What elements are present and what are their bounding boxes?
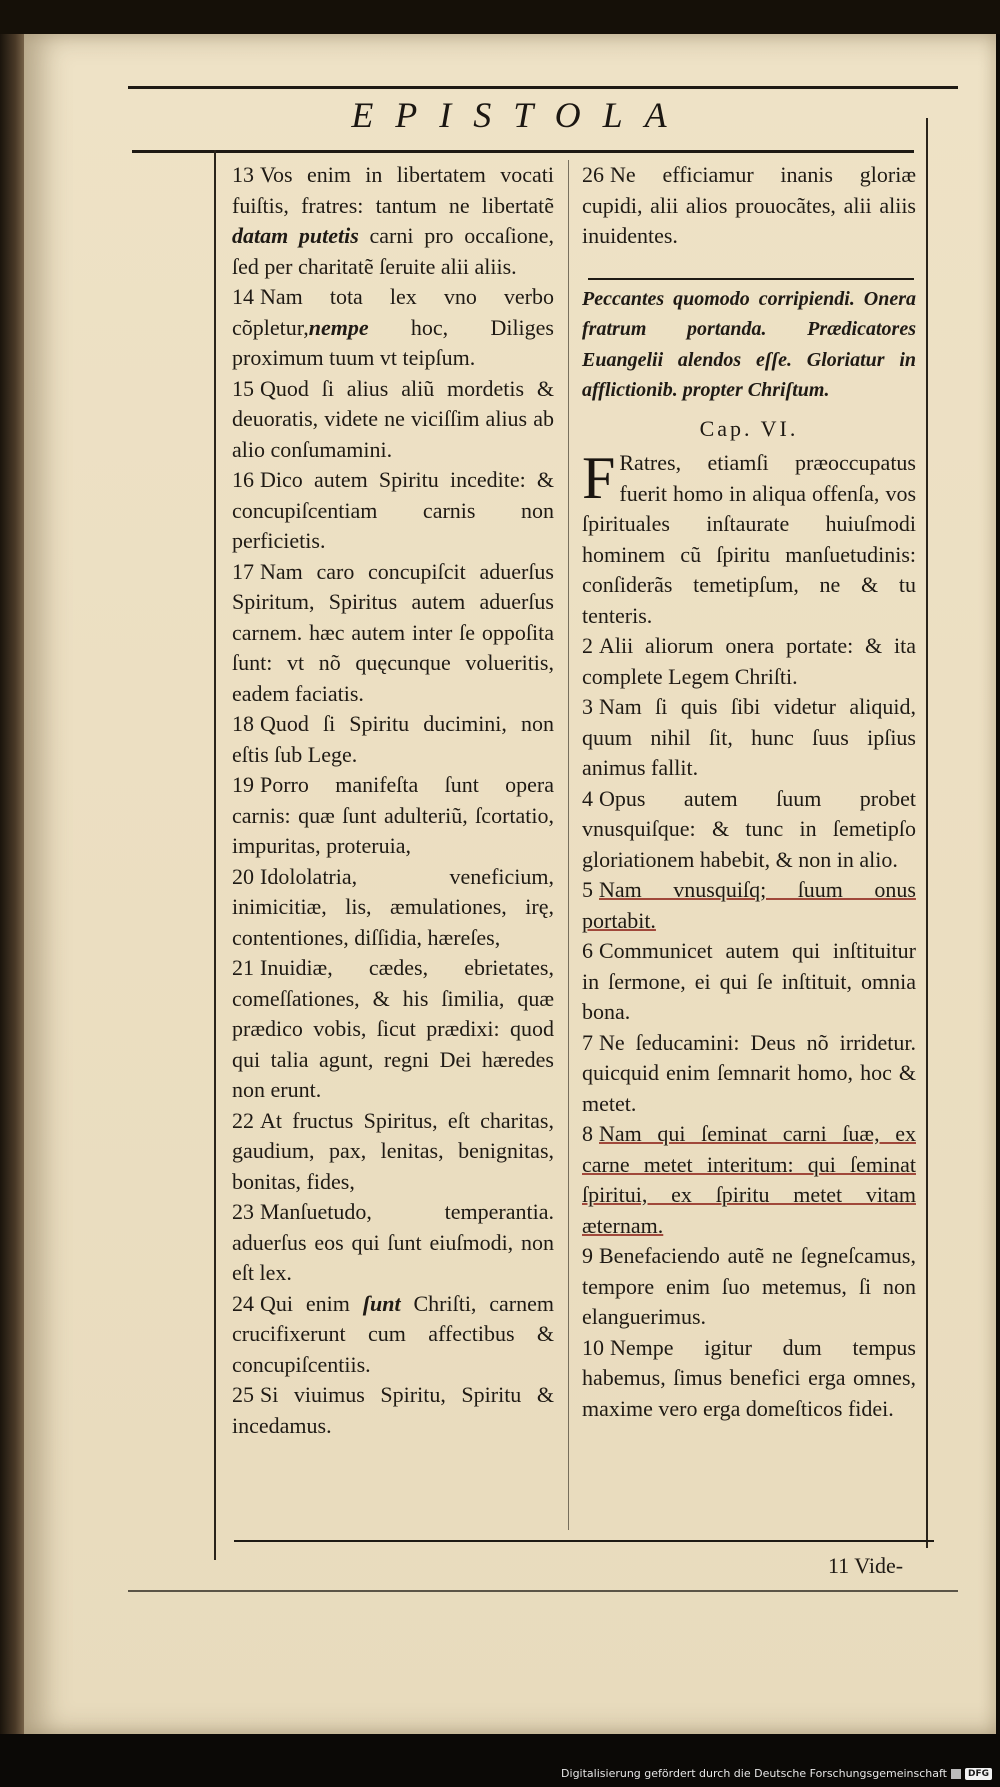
left-frame-rule <box>214 150 216 1560</box>
verse-21: 21 Inuidiæ, cædes, ebrietates, comeſſationes, & his ſimilia, quæ prædico vobis, ſicut prædixi: quod qui talia agunt, regni Dei hæredes non erunt. <box>232 955 554 1102</box>
right-text-column <box>582 160 916 1424</box>
credit-text: Digitalisierung gefördert durch die Deutsche Forschungsgemeinschaft <box>561 1767 947 1780</box>
verse-13: 13 Vos enim in libertatem vocati fuiſtis, fratres: tantum ne libertatẽ datam putetis carni pro occaſione, ſed per charitatẽ ſeruite alii aliis. <box>232 162 555 279</box>
verse-5 <box>582 875 916 936</box>
verse-number: 15 <box>232 375 254 401</box>
verse-15: 15 Quod ſi alius aliũ mordetis & deuoratis, videte ne viciſſim alius ab alio conſumamini. <box>232 375 554 462</box>
verse-number: 25 <box>232 1382 254 1407</box>
verse-number: 7 <box>582 1029 593 1055</box>
verse-number: 23 <box>232 1199 254 1224</box>
header-bottom-rule <box>132 150 914 153</box>
verse-24: 24 Qui enim ſunt Chriſti, carnem crucifixerunt cum affectibus & concupiſcentiis. <box>232 1290 555 1377</box>
underlined-text: Nam qui ſeminat carni ſuæ, ex carne metet interitum: qui ſeminat ſpiritui, ex ſpiritu metet vitam æternam. <box>582 1121 916 1238</box>
catchword: 11 Vide- <box>828 1553 904 1578</box>
verse-14: 14 Nam tota lex vno verbo cõpletur,nempe hoc, Diliges proximum tuum vt teipſum. <box>232 284 554 370</box>
verse-10: 10 Nempe igitur dum tempus habemus, ſimus benefici erga omnes, maxime vero erga domeſticos fidei. <box>582 1334 916 1421</box>
chapter-heading: Cap. VI. <box>699 415 799 441</box>
verse-number: 9 <box>582 1243 593 1268</box>
verse-number: 8 <box>582 1121 593 1146</box>
underlined-text: Nam vnusquiſq; ſuum onus portabit. <box>582 877 916 933</box>
chapter-first-paragraph: F Ratres, etiamſi præoccupatus fuerit homo in aliqua offenſa, vos ſpirituales inſtaurate huiuſmodi hominem cũ ſpiritu manſuetudinis: conſiderãs temetipſum, ne & tu tenteris. <box>582 445 916 628</box>
right-frame-rule <box>926 118 928 1548</box>
verse-25: 25 Si viuimus Spiritu, Spiritu & incedamus. <box>232 1382 554 1438</box>
drop-cap: F <box>582 445 616 511</box>
verse-26: 26 Ne efficiamur inanis gloriæ cupidi, alii alios prouocãtes, alii aliis inuidentes. <box>582 162 916 248</box>
verse-number: 22 <box>232 1107 254 1133</box>
verse-number: 26 <box>582 162 604 187</box>
verse-number: 24 <box>232 1290 254 1316</box>
verse-number: 17 <box>232 558 254 584</box>
left-text-column <box>232 160 554 1441</box>
verse-number: 2 <box>582 633 593 658</box>
page-header-title: EPISTOLA <box>351 95 689 135</box>
bottom-frame-rule <box>234 1540 934 1542</box>
verse-6: 6 Communicet autem qui inſtituitur in ſermone, ei qui ſe inſtituit, omnia bona. <box>582 938 916 1024</box>
verse-number: 5 <box>582 877 593 902</box>
verse-number: 14 <box>232 284 254 309</box>
digitization-credit <box>561 1767 992 1780</box>
verse-2: 2 Alii aliorum onera portate: & ita complete Legem Chriſti. <box>582 633 916 689</box>
top-frame-rule <box>128 86 958 89</box>
verse-17: 17 Nam caro concupiſcit aduerſus Spiritum, Spiritus autem aduerſus carnem. hæc autem inter ſe oppoſita ſunt: vt nõ quęcunque volueritis, eadem faciatis. <box>232 558 554 706</box>
verse-number: 6 <box>582 938 593 963</box>
verse-number: 10 <box>582 1334 604 1360</box>
verse-19: 19 Porro manifeſta ſunt opera carnis: quæ ſunt adulteriũ, ſcortatio, impuritas, proteruia, <box>232 772 554 858</box>
verse-3: 3 Nam ſi quis ſibi videtur aliquid, quum nihil ſit, hunc ſuus ipſius animus fallit. <box>582 694 916 780</box>
verse-8 <box>582 1119 916 1241</box>
verse-number: 13 <box>232 162 254 187</box>
dfg-mark-icon <box>951 1769 961 1779</box>
verse-18: 18 Quod ſi Spiritu ducimini, non eſtis ſub Lege. <box>232 711 554 767</box>
verse-number: 21 <box>232 955 254 980</box>
verse-number: 3 <box>582 694 593 719</box>
verse-22: 22 At fructus Spiritus, eſt charitas, gaudium, pax, lenitas, benignitas, bonitas, fides, <box>232 1107 554 1194</box>
verse-20: 20 Idololatria, veneficium, inimicitiæ, lis, æmulationes, irę, contentiones, diſſidia, hæreſes, <box>232 863 554 950</box>
verse-16: 16 Dico autem Spiritu incedite: & concupiſcentiam carnis non perficietis. <box>232 467 554 553</box>
verse-number: 16 <box>232 467 254 492</box>
verse-number: 18 <box>232 711 254 736</box>
verse-9: 9 Benefaciendo autẽ ne ſegneſcamus, tempore enim ſuo metemus, ſi non elanguerimus. <box>582 1243 916 1329</box>
verse-number: 20 <box>232 863 254 889</box>
scan-top-border <box>0 0 1000 34</box>
verse-7: 7 Ne ſeducamini: Deus nõ irridetur. quicquid enim ſemnarit homo, hoc & metet. <box>582 1029 916 1116</box>
verse-23: 23 Manſuetudo, temperantia. aduerſus eos qui ſunt eiuſmodi, non eſt lex. <box>232 1199 554 1285</box>
verse-number: 19 <box>232 772 254 797</box>
chapter-summary: Peccantes quomodo corripiendi. Onera fratrum portanda. Prædicatores Euangelii alendos eſſe. Gloriatur in afflictionib. propter Chriſtum. <box>582 287 916 401</box>
verse-4: 4 Opus autem ſuum probet vnusquiſque: & tunc in ſemetipſo gloriationem habebit, & non in alio. <box>582 785 916 872</box>
verse-number: 4 <box>582 785 593 811</box>
column-divider <box>568 160 569 1530</box>
dfg-logo: DFG <box>965 1768 992 1780</box>
page-bottom-rule <box>128 1590 958 1592</box>
